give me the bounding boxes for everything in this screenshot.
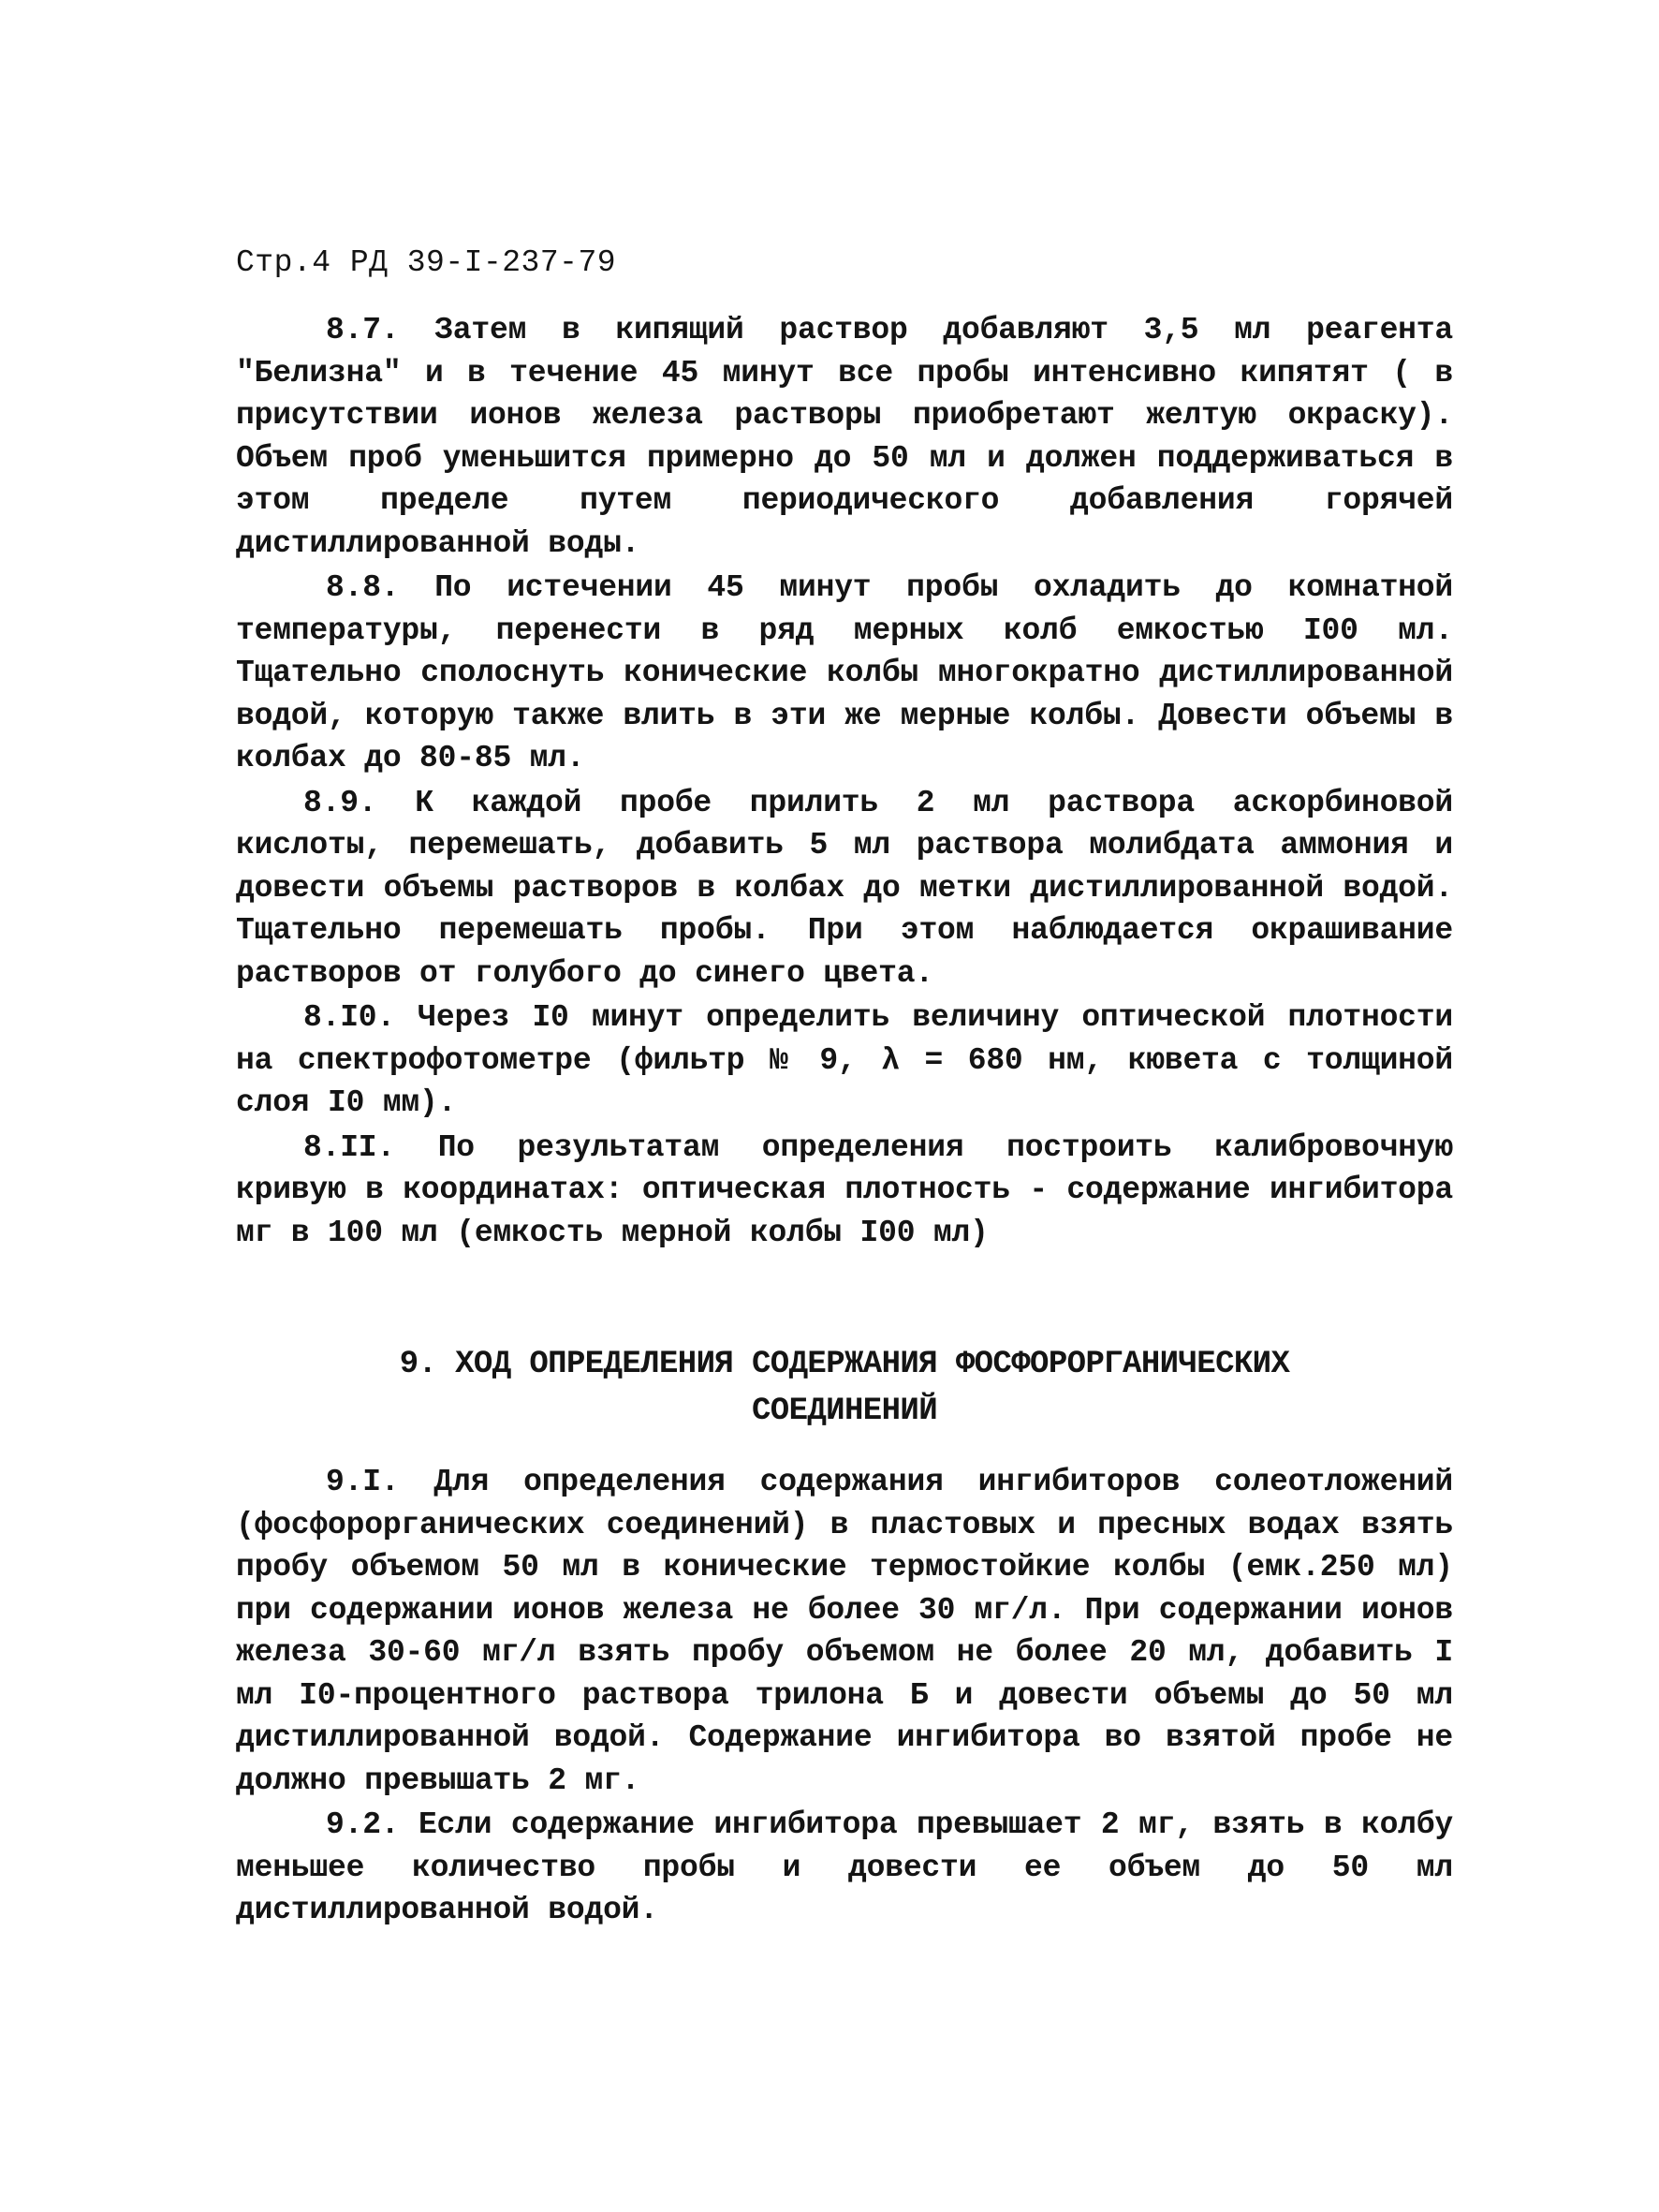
paragraph-9-1: [236, 1461, 1453, 1802]
heading-line-1: 9. ХОД ОПРЕДЕЛЕНИЯ СОДЕРЖАНИЯ ФОСФОРОРГАНИЧЕСКИХ: [399, 1347, 1290, 1382]
paragraph-number: 9.I.: [326, 1465, 400, 1499]
paragraph-text: По результатам определения построить калибровочную кривую в координатах: оптическая плотность - содержание ингибитора мг в 100 мл (емкость мерной колбы I00 мл): [236, 1129, 1453, 1250]
page-header: Стр.4 РД 39-I-237-79: [236, 245, 617, 280]
paragraph-number: 9.2.: [326, 1807, 400, 1842]
paragraph-number: 8.7.: [326, 313, 400, 347]
paragraph-8-11: [236, 1127, 1453, 1255]
section-8-block: [236, 309, 1453, 1254]
paragraph-number: 8.I0.: [303, 1000, 396, 1035]
paragraph-8-8: [236, 567, 1453, 780]
paragraph-text: Затем в кипящий раствор добавляют 3,5 мл реагента "Белизна" и в течение 45 минут все пробы интенсивно кипятят ( в присутствии ионов железа растворы приобретают желтую окраску). Объем проб уменьшится примерно до 50 мл и должен поддерживаться в этом пределе путем периодического добавления горячей дистиллированной воды.: [236, 313, 1453, 561]
section-9-heading: [236, 1341, 1453, 1435]
paragraph-8-7: [236, 309, 1453, 565]
paragraph-number: 8.8.: [326, 570, 400, 605]
paragraph-number: 8.II.: [303, 1129, 396, 1165]
section-9-block: [236, 1461, 1453, 1932]
paragraph-8-10: [236, 996, 1453, 1125]
paragraph-text: Через I0 минут определить величину оптической плотности на спектрофотометре (фильтр № 9, λ = 680 нм, кювета с толщиной слоя I0 мм).: [236, 1000, 1453, 1120]
paragraph-8-9: [236, 782, 1453, 995]
paragraph-text: Если содержание ингибитора превышает 2 мг, взять в колбу меньшее количество пробы и довести ее объем до 50 мл дистиллированной водой.: [236, 1807, 1453, 1927]
heading-line-2: СОЕДИНЕНИЙ: [751, 1394, 938, 1429]
paragraph-text: К каждой пробе прилить 2 мл раствора аскорбиновой кислоты, перемешать, добавить 5 мл раствора молибдата аммония и довести объемы растворов в колбах до метки дистиллированной водой. Тщательно перемешать пробы. При этом наблюдается окрашивание растворов от голубого до синего цвета.: [236, 785, 1453, 991]
paragraph-text: По истечении 45 минут пробы охладить до комнатной температуры, перенести в ряд мерных колб емкостью I00 мл. Тщательно сполоснуть конические колбы многократно дистиллированной водой, которую также влить в эти же мерные колбы. Довести объемы в колбах до 80-85 мл.: [236, 570, 1453, 775]
paragraph-9-2: [236, 1804, 1453, 1932]
paragraph-number: 8.9.: [303, 785, 377, 820]
paragraph-text: Для определения содержания ингибиторов солеотложений (фосфорорганических соединений) в пластовых и пресных водах взять пробу объемом 50 мл в конические термостойкие колбы (емк.250 мл) при содержании ионов железа не более 30 мг/л. При содержании ионов железа 30-60 мг/л взять пробу объемом не более 20 мл, добавить I мл I0-процентного раствора трилона Б и довести объемы до 50 мл дистиллированной водой. Содержание ингибитора во взятой пробе не должно превышать 2 мг.: [236, 1465, 1454, 1798]
